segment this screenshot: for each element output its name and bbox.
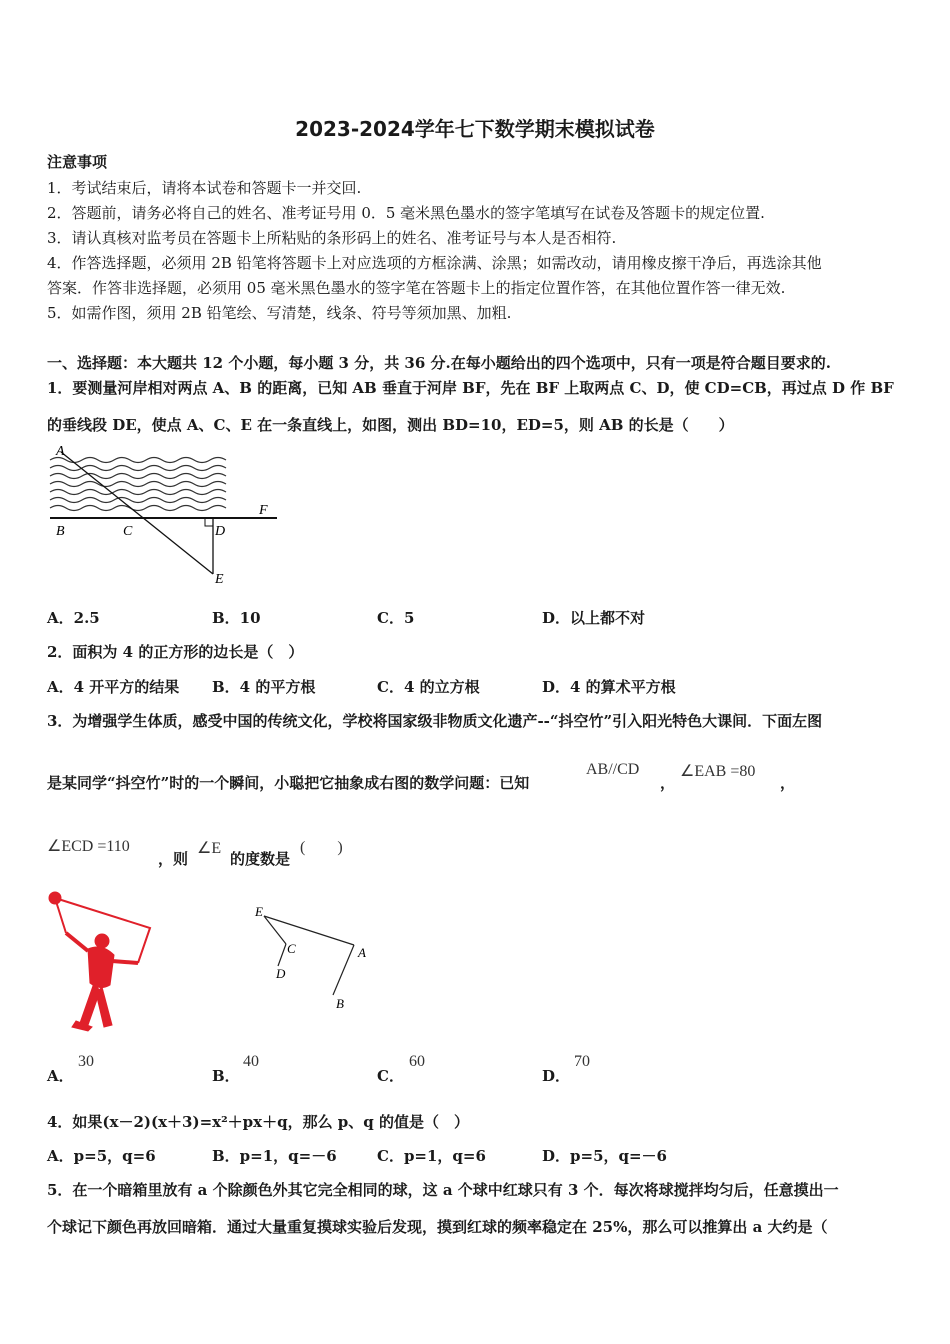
q1-river-figure xyxy=(47,440,282,590)
notice-item: 答案．作答非选择题，必须用 05 毫米黑色墨水的签字笔在答题卡上的指定位置作答，在其他位置作答一律无效. xyxy=(47,279,786,297)
q4-option-b[interactable]: B．p=1，q=－6 xyxy=(212,1147,337,1165)
q5-stem-line1: 5．在一个暗箱里放有 a 个除颜色外其它完全相同的球，这 a 个球中红球只有 3 个．每次将球搅拌均匀后，任意摸出一 xyxy=(47,1181,839,1199)
q2-option-b[interactable]: B．4 的平方根 xyxy=(212,678,316,696)
notice-item: 1．考试结束后，请将本试卷和答题卡一并交回. xyxy=(47,179,362,197)
label-e: E xyxy=(215,572,224,587)
section-heading: 一、选择题：本大题共 12 个小题，每小题 3 分，共 36 分.在每小题给出的四个选项中，只有一项是符合题目要求的. xyxy=(47,354,831,372)
q3-text-then: ，则 xyxy=(158,850,189,868)
geo-label-d: D xyxy=(276,966,286,981)
notice-heading: 注意事项 xyxy=(47,153,108,171)
geo-label-a: A xyxy=(358,945,366,960)
q4-option-a[interactable]: A．p=5，q=6 xyxy=(47,1147,156,1165)
q3-option-c-value: 60 xyxy=(409,1053,425,1070)
q3-answer-paren: ( ) xyxy=(300,839,343,856)
notice-item: 3．请认真核对监考员在答题卡上所粘贴的条形码上的姓名、准考证号与本人是否相符. xyxy=(47,229,617,247)
q3-comma: ， xyxy=(660,774,676,792)
q1-option-d[interactable]: D．以上都不对 xyxy=(542,609,646,627)
q3-option-d-value: 70 xyxy=(574,1053,590,1070)
q3-formula-parallel: AB//CD xyxy=(586,761,640,778)
q4-stem: 4．如果(x－2)(x＋3)=x²＋px＋q，那么 p、q 的值是（ ） xyxy=(47,1113,470,1131)
notice-item: 4．作答选择题，必须用 2B 铅笔将答题卡上对应选项的方框涂满、涂黑；如需改动，请用橡皮擦干净后，再选涂其他 xyxy=(47,254,822,272)
notice-item: 2．答题前，请务必将自己的姓名、准考证号用 0．5 毫米黑色墨水的签字笔填写在试卷及答题卡的规定位置. xyxy=(47,204,765,222)
right-angle-mark xyxy=(205,518,213,526)
geo-label-e: E xyxy=(255,904,263,919)
q1-option-a[interactable]: A．2.5 xyxy=(47,609,100,627)
q3-formula-ecd: ∠ECD =110 xyxy=(47,838,130,855)
q5-stem-line2: 个球记下颜色再放回暗箱．通过大量重复摸球实验后发现，摸到红球的频率稳定在 25%，那么可以推算出 a 大约是（ xyxy=(47,1218,828,1236)
q3-option-b-value: 40 xyxy=(243,1053,259,1070)
q2-option-d[interactable]: D．4 的算术平方根 xyxy=(542,678,676,696)
geo-label-c: C xyxy=(287,941,296,956)
q3-formula-e: ∠E xyxy=(197,840,222,857)
q3-comma: ， xyxy=(780,774,796,792)
q1-option-c[interactable]: C．5 xyxy=(377,609,415,627)
q3-stem-line1: 3．为增强学生体质，感受中国的传统文化，学校将国家级非物质文化遗产--“抖空竹”引入阳光特色大课间．下面左图 xyxy=(47,712,823,730)
page-title: 2023-2024学年七下数学期末模拟试卷 xyxy=(295,117,655,141)
q1-stem-line2: 的垂线段 DE，使点 A、C、E 在一条直线上，如图，测出 BD=10，ED=5，则 AB 的长是（ ） xyxy=(47,416,734,434)
q3-option-a[interactable]: A． xyxy=(47,1067,74,1085)
q3-geometry-figure xyxy=(250,898,380,1013)
geometry-lines xyxy=(264,916,354,995)
diabolo-player-silhouette xyxy=(49,892,150,1031)
q1-option-b[interactable]: B．10 xyxy=(212,609,261,627)
q3-text-degree: 的度数是 xyxy=(230,850,291,868)
geo-label-b: B xyxy=(336,996,344,1011)
river-waves xyxy=(50,458,226,511)
q3-formula-eab: ∠EAB =80 xyxy=(680,763,756,780)
label-f: F xyxy=(259,503,268,518)
q2-option-c[interactable]: C．4 的立方根 xyxy=(377,678,480,696)
label-d: D xyxy=(215,524,226,539)
q1-stem-line1: 1．要测量河岸相对两点 A、B 的距离，已知 AB 垂直于河岸 BF，先在 BF 上取两点 C、D，使 CD=CB，再过点 D 作 BF xyxy=(47,379,894,397)
label-c: C xyxy=(123,524,133,539)
q3-option-a-value: 30 xyxy=(78,1053,94,1070)
q3-diabolo-photo xyxy=(42,885,160,1033)
label-b: B xyxy=(56,524,65,539)
q2-option-a[interactable]: A．4 开平方的结果 xyxy=(47,678,180,696)
label-a: A xyxy=(56,444,65,459)
q3-option-d[interactable]: D． xyxy=(542,1067,571,1085)
q4-option-c[interactable]: C．p=1，q=6 xyxy=(377,1147,486,1165)
q3-stem-line2: 是某同学“抖空竹”时的一个瞬间，小聪把它抽象成右图的数学问题：已知 xyxy=(47,774,530,792)
q3-option-b[interactable]: B． xyxy=(212,1067,240,1085)
q2-stem: 2．面积为 4 的正方形的边长是（ ） xyxy=(47,643,304,661)
notice-item: 5．如需作图，须用 2B 铅笔绘、写清楚，线条、符号等须加黑、加粗. xyxy=(47,304,512,322)
q4-option-d[interactable]: D．p=5，q=－6 xyxy=(542,1147,667,1165)
q3-option-c[interactable]: C． xyxy=(377,1067,404,1085)
